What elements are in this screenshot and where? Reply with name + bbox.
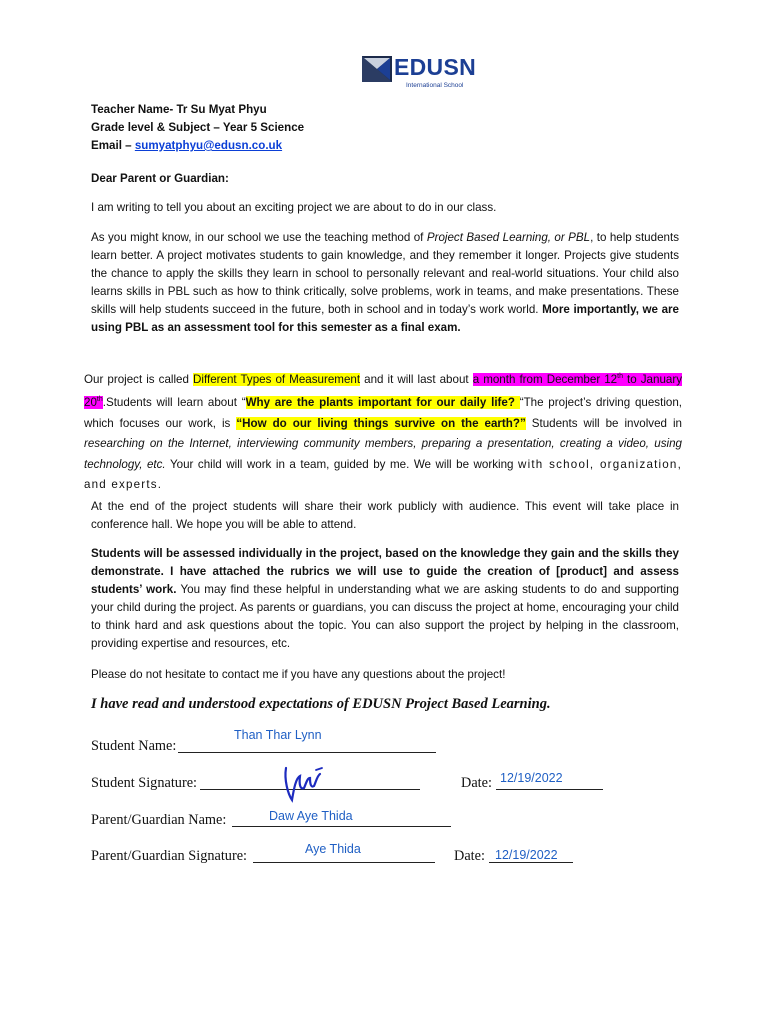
parent-name-field[interactable]: Daw Aye Thida [269,809,353,823]
duration-start-sup: th [617,373,623,380]
pbl-assessment-note: More importantly, we are using PBL as an assessment tool for this semester as a final exam. [91,303,679,334]
signature-scribble-icon [280,764,326,804]
parent-signature-field[interactable]: Aye Thida [305,842,361,856]
project-text-g: with school, organization, and experts. [84,457,683,492]
email-line [91,137,304,155]
parent-signature-label: Parent/Guardian Signature: [91,848,248,864]
grade-subject: Grade level & Subject – Year 5 Science [91,121,305,134]
date-line-2 [489,862,573,863]
edusn-logo-mark-icon [362,56,392,82]
edusn-logo [362,54,482,94]
pbl-term: Project Based Learning, or PBL [426,231,591,244]
pbl-text-b: , to help students learn better. A project motivates students to gain knowledge, and they remember it longer. Projects give students the chance to apply the skills they learn in school to personally relevant and real-world situations. Your child also learns skills in PBL such as how to think critically, solve problems, work in teams, and make presentations. These skills will help students succeed in the future, both in school and in today’s work world. [91,231,679,316]
student-name-label: Student Name: [91,738,177,754]
logo-name: EDUSN [394,54,477,80]
logo-subtitle: International School [406,82,464,89]
teacher-header [91,101,304,155]
parent-signature-line [253,862,435,863]
assessment-paragraph [91,545,679,653]
project-name: Different Types of Measurement [193,372,361,386]
email-link[interactable]: sumyatphyu@edusn.co.uk [134,139,283,152]
intro-paragraph: I am writing to tell you about an exciting project we are about to do in our class. [91,201,497,214]
teacher-name: Teacher Name- Tr Su Myat Phyu [91,103,267,116]
duration-end: to January 20 [84,372,683,410]
student-signature[interactable] [280,764,326,809]
project-text-a: Our project is called [84,372,194,386]
date-label-1: Date: [461,775,492,791]
parent-name-line [232,826,451,827]
pbl-paragraph [91,229,679,337]
date-field-2[interactable]: 12/19/2022 [495,848,558,862]
pbl-text-a: As you might know, in our school we use the teaching method of [91,231,427,244]
email-label: Email – [91,139,135,152]
assessment-bold-text: Students will be assessed individually in the project, based on the knowledge they gain and the skills they demonstrate. I have attached the rubrics we will use to guide the creation of [product] and assess students’ work. [91,547,679,596]
duration-start: a month from December 12 [472,372,618,386]
project-text-b: and it will last about [360,372,473,386]
project-activities: researching on the Internet, interviewing community members, preparing a presentation, creating a video, using technology, etc. [84,437,682,471]
date-label-2: Date: [454,848,485,864]
project-text-c: .Students will learn about “ [102,396,246,410]
project-text-d: “The project’s driving question, which focuses our work, is [84,396,683,430]
question-plants: Why are the plants important for our daily life? [245,396,520,410]
project-text-f: Your child will work in a team, guided by me. We will be working [165,457,519,471]
project-paragraph [84,367,682,496]
presentation-paragraph: At the end of the project students will share their work publicly with audience. This event will take place in conference hall. We hope you will be able to attend. [91,500,679,531]
student-name-line [178,752,436,753]
duration-end-sup: th [96,396,103,404]
date-line-1 [496,789,603,790]
assessment-text: You may find these helpful in understanding what we are asking students to do and supporting your child during the project. As parents or guardians, you can discuss the project at home, encouraging your child to think hard and ask questions about the topic. You can also support the project by helping in the classroom, providing expertise and resources, etc. [91,583,679,650]
parent-name-label: Parent/Guardian Name: [91,812,227,828]
student-name-field[interactable]: Than Thar Lynn [234,728,322,742]
contact-paragraph: Please do not hesitate to contact me if you have any questions about the project! [91,668,506,681]
date-field-1[interactable]: 12/19/2022 [500,771,563,785]
acknowledgement-statement: I have read and understood expectations of EDUSN Project Based Learning. [91,696,551,712]
driving-question: “How do our living things survive on the earth?” [236,416,526,430]
greeting: Dear Parent or Guardian: [91,172,229,185]
project-text-e: Students will be involved in [525,416,682,430]
student-signature-label: Student Signature: [91,775,198,791]
